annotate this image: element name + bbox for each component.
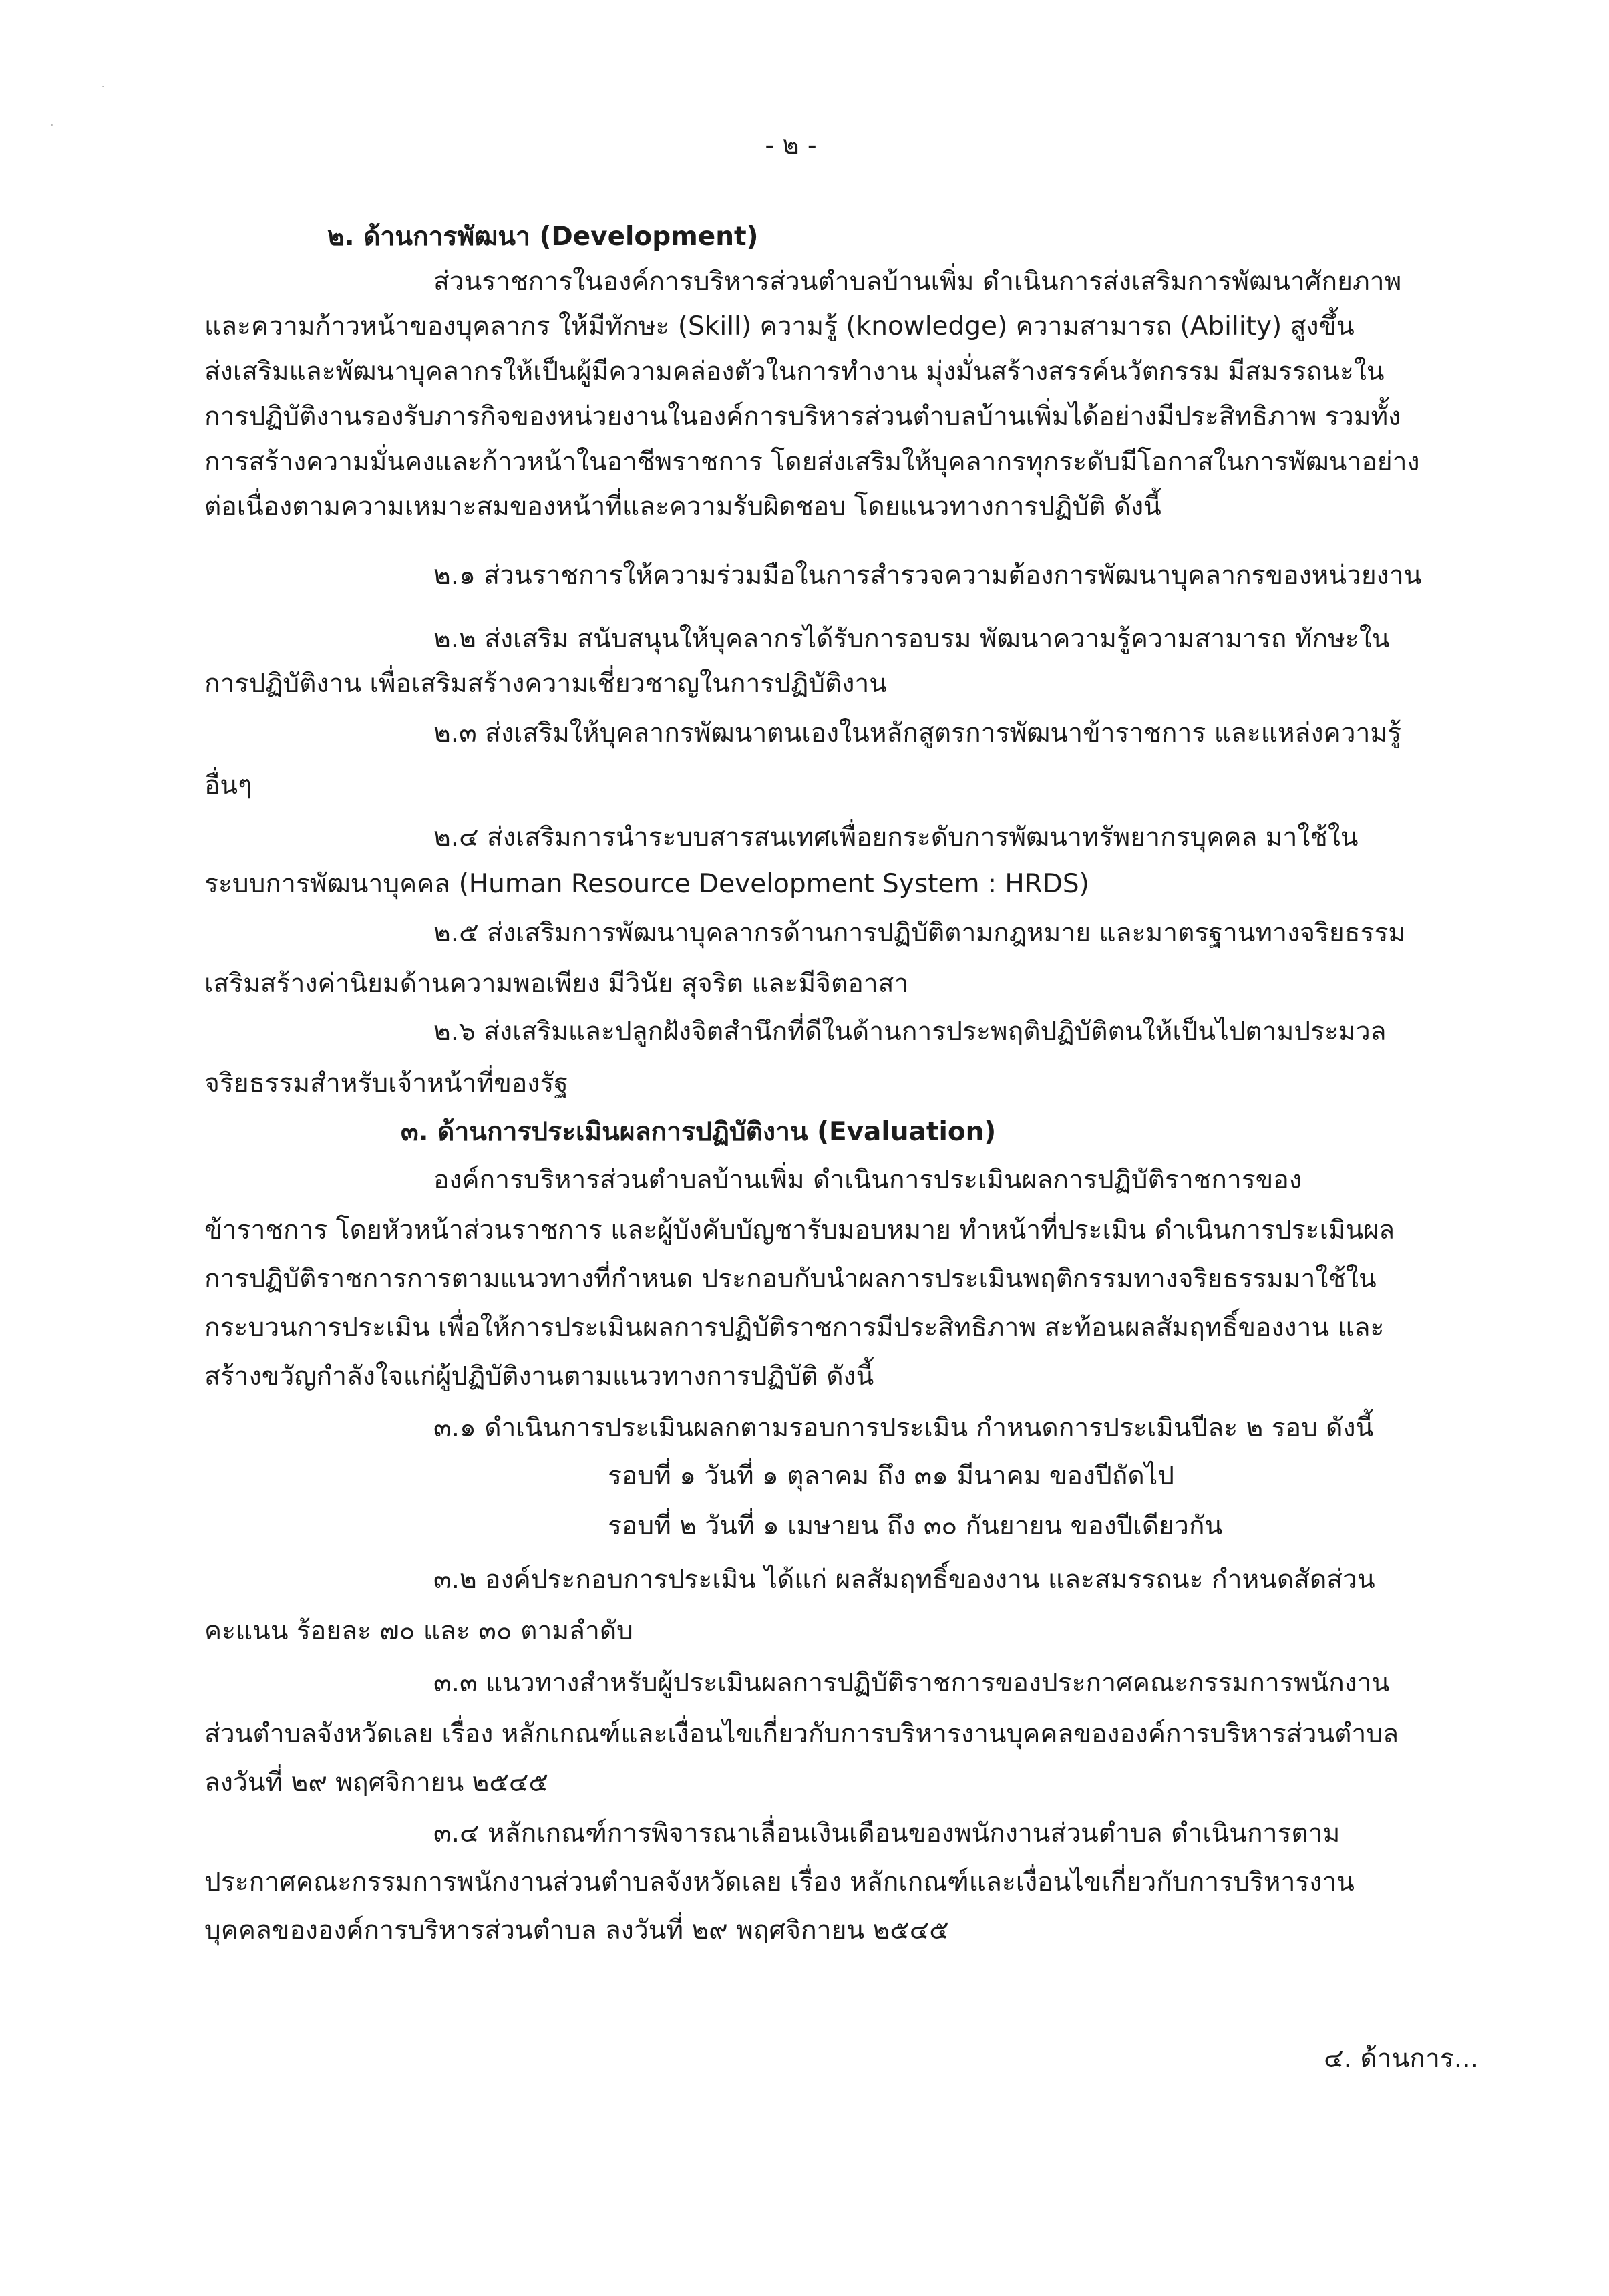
list-item-2-5-continued: เสริมสร้างค่านิยมด้านความพอเพียง มีวินัย สุจริต และมีจิตอาสา (204, 969, 909, 999)
scan-speck (102, 86, 104, 87)
paragraph-line: การปฏิบัติงานรองรับภารกิจของหน่วยงานในองค์การบริหารส่วนตำบลบ้านเพิ่มได้อย่างมีประสิทธิภาพ รวมทั้ง (204, 401, 1401, 432)
list-item-3-4: ๓.๔ หลักเกณฑ์การพิจารณาเลื่อนเงินเดือนของพนักงานส่วนตำบล ดำเนินการตาม (433, 1818, 1340, 1848)
list-item-3-3-date: ลงวันที่ ๒๙ พฤศจิกายน ๒๕๔๕ (204, 1768, 548, 1798)
list-item-3-2: ๓.๒ องค์ประกอบการประเมิน ได้แก่ ผลสัมฤทธิ์ของงาน และสมรรถนะ กำหนดสัดส่วน (433, 1565, 1375, 1595)
list-item-2-6-continued: จริยธรรมสำหรับเจ้าหน้าที่ของรัฐ (204, 1068, 568, 1098)
paragraph-line: การสร้างความมั่นคงและก้าวหน้าในอาชีพราชการ โดยส่งเสริมให้บุคลากรทุกระดับมีโอกาสในการพัฒนาอย่าง (204, 447, 1420, 477)
paragraph-line: องค์การบริหารส่วนตำบลบ้านเพิ่ม ดำเนินการประเมินผลการปฏิบัติราชการของ (433, 1165, 1302, 1195)
list-item-3-3-continued: ส่วนตำบลจังหวัดเลย เรื่อง หลักเกณฑ์และเงื่อนไขเกี่ยวกับการบริหารงานบุคคลขององค์การบริหารส่วนตำบล (204, 1719, 1399, 1749)
list-item-2-5: ๒.๕ ส่งเสริมการพัฒนาบุคลากรด้านการปฏิบัติตามกฎหมาย และมาตรฐานทางจริยธรรม (433, 918, 1406, 948)
list-item-2-1: ๒.๑ ส่วนราชการให้ความร่วมมือในการสำรวจความต้องการพัฒนาบุคลากรของหน่วยงาน (433, 560, 1422, 591)
list-item-2-4: ๒.๔ ส่งเสริมการนำระบบสารสนเทศเพื่อยกระดับการพัฒนาทรัพยากรบุคคล มาใช้ใน (433, 822, 1359, 852)
list-item-2-3-continued: อื่นๆ (204, 770, 252, 800)
list-item-2-3: ๒.๓ ส่งเสริมให้บุคลากรพัฒนาตนเองในหลักสูตรการพัฒนาข้าราชการ และแหล่งความรู้ (433, 718, 1402, 748)
list-item-3-4-continued: ประกาศคณะกรรมการพนักงานส่วนตำบลจังหวัดเลย เรื่อง หลักเกณฑ์และเงื่อนไขเกี่ยวกับการบริหารงาน (204, 1867, 1355, 1897)
paragraph-line: และความก้าวหน้าของบุคลากร ให้มีทักษะ (Skill) ความรู้ (knowledge) ความสามารถ (Ability) สูงขึ้น (204, 311, 1355, 341)
section-heading-development: ๒. ด้านการพัฒนา (Development) (327, 222, 759, 252)
list-item-2-2-continued: การปฏิบัติงาน เพื่อเสริมสร้างความเชี่ยวชาญในการปฏิบัติงาน (204, 669, 887, 699)
list-item-3-1: ๓.๑ ดำเนินการประเมินผลกตามรอบการประเมิน กำหนดการประเมินปีละ ๒ รอบ ดังนี้ (433, 1413, 1374, 1443)
list-item-2-6: ๒.๖ ส่งเสริมและปลูกฝังจิตสำนึกที่ดีในด้านการประพฤติปฏิบัติตนให้เป็นไปตามประมวล (433, 1017, 1387, 1047)
paragraph-line: ข้าราชการ โดยหัวหน้าส่วนราชการ และผู้บังคับบัญชารับมอบหมาย ทำหน้าที่ประเมิน ดำเนินการประเมินผล (204, 1215, 1395, 1245)
evaluation-round-2: รอบที่ ๒ วันที่ ๑ เมษายน ถึง ๓๐ กันยายน ของปีเดียวกัน (608, 1511, 1223, 1541)
paragraph-line: กระบวนการประเมิน เพื่อให้การประเมินผลการปฏิบัติราชการมีประสิทธิภาพ สะท้อนผลสัมฤทธิ์ของงาน และ (204, 1313, 1385, 1343)
paragraph-line: การปฏิบัติราชการการตามแนวทางที่กำหนด ประกอบกับนำผลการประเมินพฤติกรรมทางจริยธรรมมาใช้ใน (204, 1264, 1377, 1294)
list-item-3-4-date: บุคคลขององค์การบริหารส่วนตำบล ลงวันที่ ๒๙ พฤศจิกายน ๒๕๔๕ (204, 1915, 949, 1945)
list-item-2-2: ๒.๒ ส่งเสริม สนับสนุนให้บุคลากรได้รับการอบรม พัฒนาความรู้ความสามารถ ทักษะใน (433, 624, 1390, 654)
section-heading-evaluation: ๓. ด้านการประเมินผลการปฏิบัติงาน (Evaluation) (401, 1117, 997, 1147)
paragraph-line: ต่อเนื่องตามความเหมาะสมของหน้าที่และความรับผิดชอบ โดยแนวทางการปฏิบัติ ดังนี้ (204, 492, 1161, 522)
page-number: - ๒ - (765, 130, 817, 160)
evaluation-round-1: รอบที่ ๑ วันที่ ๑ ตุลาคม ถึง ๓๑ มีนาคม ของปีถัดไป (608, 1461, 1175, 1491)
list-item-3-2-continued: คะแนน ร้อยละ ๗๐ และ ๓๐ ตามลำดับ (204, 1616, 633, 1646)
list-item-2-4-continued: ระบบการพัฒนาบุคคล (Human Resource Development System : HRDS) (204, 869, 1089, 899)
paragraph-line: ส่วนราชการในองค์การบริหารส่วนตำบลบ้านเพิ่ม ดำเนินการส่งเสริมการพัฒนาศักยภาพ (433, 267, 1402, 297)
paragraph-line: สร้างขวัญกำลังใจแก่ผู้ปฏิบัติงานตามแนวทางการปฏิบัติ ดังนี้ (204, 1361, 874, 1391)
continuation-note: ๔. ด้านการ... (1324, 2043, 1479, 2074)
paragraph-line: ส่งเสริมและพัฒนาบุคลากรให้เป็นผู้มีความคล่องตัวในการทำงาน มุ่งมั่นสร้างสรรค์นวัตกรรม มีสมรรถนะใน (204, 357, 1385, 387)
list-item-3-3: ๓.๓ แนวทางสำหรับผู้ประเมินผลการปฏิบัติราชการของประกาศคณะกรรมการพนักงาน (433, 1668, 1390, 1698)
